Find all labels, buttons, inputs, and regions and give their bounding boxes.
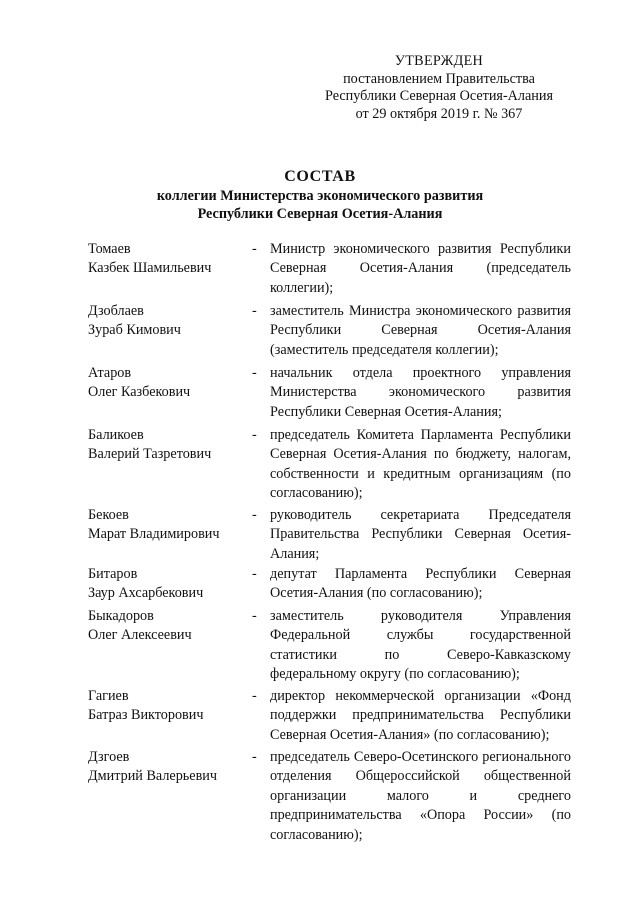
member-given-name: Зураб Кимович xyxy=(88,322,181,339)
member-role: депутат Парламента Республики Северная Осетия-Алания (по согласованию); xyxy=(270,566,571,602)
member-given-name: Олег Алексеевич xyxy=(88,627,192,644)
member-name xyxy=(88,506,248,545)
member-dash: - xyxy=(252,566,257,582)
member-name xyxy=(88,240,248,279)
member-surname: Битаров xyxy=(88,566,138,582)
member-dash: - xyxy=(252,749,257,765)
member-name xyxy=(88,426,248,465)
approval-stamp xyxy=(300,53,578,123)
member-surname: Быкадоров xyxy=(88,608,154,624)
member-surname: Дзоблаев xyxy=(88,303,144,319)
member-surname: Томаев xyxy=(88,241,131,257)
member-name xyxy=(88,607,248,646)
member-given-name: Батраз Викторович xyxy=(88,707,204,724)
member-given-name: Казбек Шамильевич xyxy=(88,260,212,277)
member-role: председатель Комитета Парламента Республики Северная Осетия-Алания по бюджету, налогам, собственности и кредитным организациям (по согласованию); xyxy=(270,427,571,502)
member-role: председатель Северо-Осетинского регионального отделения Общероссийской общественной организации малого и среднего предпринимательства «Опора России» (по согласованию); xyxy=(270,749,571,843)
member-surname: Дзгоев xyxy=(88,749,130,765)
member-name xyxy=(88,364,248,403)
member-dash: - xyxy=(252,507,257,523)
member-dash: - xyxy=(252,608,257,624)
member-dash: - xyxy=(252,688,257,704)
member-name xyxy=(88,687,248,726)
approval-date-number: от 29 октября 2019 г. № 367 xyxy=(355,105,523,122)
member-role: заместитель руководителя Управления Федеральной службы государственной статистики по Северо-Кавказскому федеральному округу (по согласованию); xyxy=(270,608,571,683)
member-surname: Гагиев xyxy=(88,688,129,704)
member-given-name: Марат Владимирович xyxy=(88,526,220,543)
member-role: Министр экономического развития Республики Северная Осетия-Алания (председатель коллегии); xyxy=(270,241,571,296)
member-name xyxy=(88,748,248,787)
member-surname: Баликоев xyxy=(88,427,144,443)
member-role: директор некоммерческой организации «Фонд поддержки предпринимательства Республики Северная Осетия-Алания» (по согласованию); xyxy=(270,688,571,743)
member-dash: - xyxy=(252,241,257,257)
title-line-2: Республики Северная Осетия-Алания xyxy=(197,206,443,222)
member-surname: Атаров xyxy=(88,365,132,381)
member-role: заместитель Министра экономического развития Республики Северная Осетия-Алания (заместитель председателя коллегии); xyxy=(270,303,571,358)
member-name xyxy=(88,565,248,604)
approval-resolution: постановлением Правительства xyxy=(343,70,535,87)
member-name xyxy=(88,302,248,341)
member-given-name: Заур Ахсарбекович xyxy=(88,585,204,602)
approval-government: Республики Северная Осетия-Алания xyxy=(324,88,553,104)
member-given-name: Валерий Тазретович xyxy=(88,446,212,463)
member-dash: - xyxy=(252,303,257,319)
member-surname: Бекоев xyxy=(88,507,129,523)
title-heading: СОСТАВ xyxy=(284,168,356,185)
member-role: начальник отдела проектного управления Министерства экономического развития Республики Северная Осетия-Алания; xyxy=(270,365,571,420)
member-dash: - xyxy=(252,365,257,381)
member-role: руководитель секретариата Председателя Правительства Республики Северная Осетия-Алания; xyxy=(270,507,571,562)
document-title xyxy=(100,167,540,223)
member-dash: - xyxy=(252,427,257,443)
title-line-1: коллегии Министерства экономического развития xyxy=(156,188,484,204)
member-given-name: Дмитрий Валерьевич xyxy=(88,768,217,785)
approval-title: УТВЕРЖДЕН xyxy=(394,53,484,69)
member-given-name: Олег Казбекович xyxy=(88,384,191,401)
